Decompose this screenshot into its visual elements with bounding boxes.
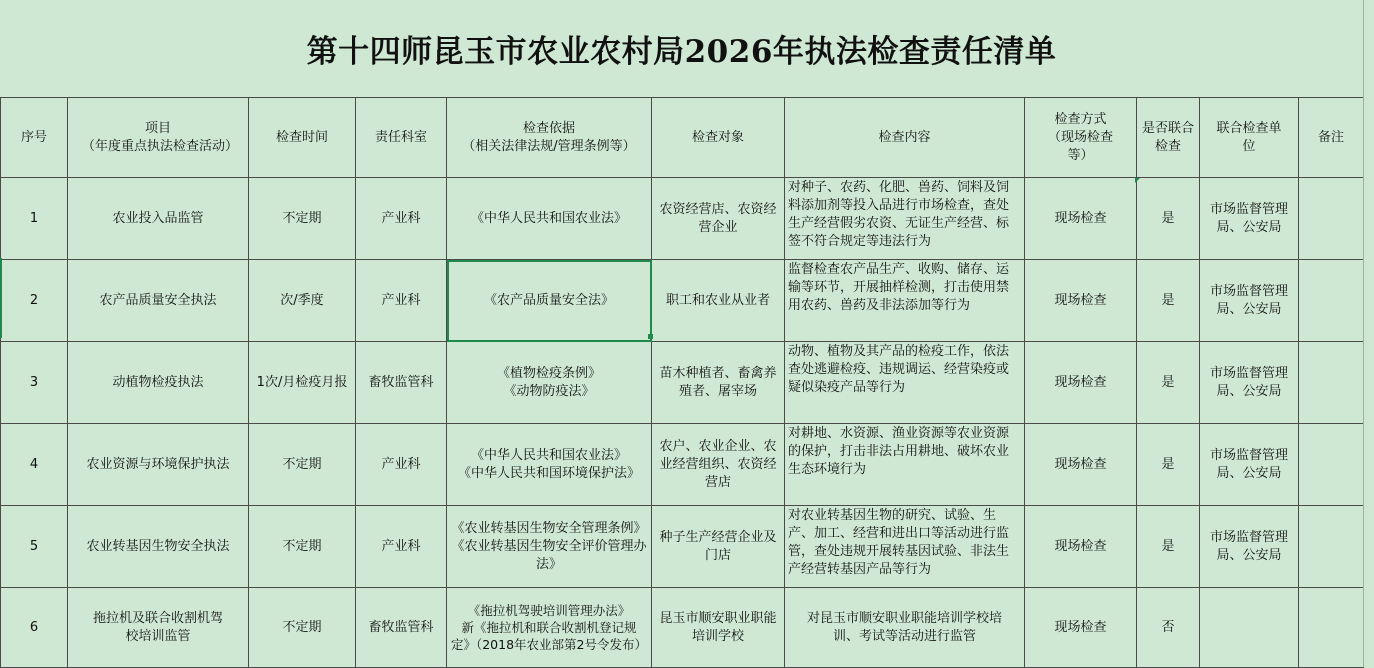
cell-time[interactable]: 1次/月检疫月报 xyxy=(249,342,356,424)
responsibility-table xyxy=(0,97,1364,668)
cell-content[interactable] xyxy=(785,178,1025,260)
cell-item[interactable]: 农产品质量安全执法 xyxy=(68,260,249,342)
cell-target[interactable]: 职工和农业从业者 xyxy=(652,260,785,342)
cell-content[interactable] xyxy=(785,342,1025,424)
cell-time[interactable]: 不定期 xyxy=(249,506,356,588)
cell-content-text: 对耕地、水资源、渔业资源等农业资源的保护，打击非法占用耕地、破坏农业生态环境行为 xyxy=(788,426,1010,477)
cell-item[interactable]: 拖拉机及联合收割机驾校培训监管 xyxy=(68,588,249,668)
cell-basis[interactable]: 《中华人民共和国农业法》 xyxy=(447,178,652,260)
cell-dept[interactable]: 畜牧监管科 xyxy=(356,588,447,668)
cell-joint[interactable]: 是 xyxy=(1137,424,1200,506)
header-joint[interactable]: 是否联合检查 xyxy=(1137,98,1200,178)
cell-dept[interactable]: 产业科 xyxy=(356,260,447,342)
cell-content[interactable] xyxy=(785,506,1025,588)
table-row xyxy=(1,342,1364,424)
header-content[interactable]: 检查内容 xyxy=(785,98,1025,178)
header-seq[interactable]: 序号 xyxy=(1,98,68,178)
cell-joint-unit[interactable]: 市场监督管理局、公安局 xyxy=(1200,260,1299,342)
table-row xyxy=(1,506,1364,588)
cell-content-text: 对农业转基因生物的研究、试验、生产、加工、经营和进出口等活动进行监管，查处违规开展转基因试验、非法生产经营转基因产品等行为 xyxy=(788,508,1010,577)
cell-time[interactable]: 不定期 xyxy=(249,178,356,260)
cell-joint[interactable]: 是 xyxy=(1137,342,1200,424)
row-select-indicator xyxy=(0,258,2,338)
cell-item[interactable]: 农业转基因生物安全执法 xyxy=(68,506,249,588)
cell-method[interactable]: 现场检查 xyxy=(1025,424,1137,506)
cell-joint[interactable]: 否 xyxy=(1137,588,1200,668)
cell-method[interactable]: 现场检查 xyxy=(1025,342,1137,424)
cell-remark[interactable] xyxy=(1299,342,1364,424)
cell-basis-selected[interactable]: 《农产品质量安全法》 xyxy=(447,260,652,342)
cell-content[interactable] xyxy=(785,424,1025,506)
cell-item[interactable]: 动植物检疫执法 xyxy=(68,342,249,424)
cell-content[interactable]: 对昆玉市顺安职业职能培训学校培训、考试等活动进行监管 xyxy=(785,588,1025,668)
cell-remark[interactable] xyxy=(1299,178,1364,260)
cell-remark[interactable] xyxy=(1299,424,1364,506)
cell-seq[interactable]: 4 xyxy=(1,424,68,506)
header-dept[interactable]: 责任科室 xyxy=(356,98,447,178)
cell-joint[interactable]: 是 xyxy=(1137,178,1200,260)
cell-time[interactable]: 次/季度 xyxy=(249,260,356,342)
cell-content[interactable] xyxy=(785,260,1025,342)
header-target[interactable]: 检查对象 xyxy=(652,98,785,178)
table-row xyxy=(1,424,1364,506)
fill-handle[interactable] xyxy=(648,334,653,339)
cell-method[interactable]: 现场检查 xyxy=(1025,260,1137,342)
cell-dept[interactable]: 产业科 xyxy=(356,506,447,588)
cell-target[interactable]: 农户、农业企业、农业经营组织、农资经营店 xyxy=(652,424,785,506)
cell-joint[interactable]: 是 xyxy=(1137,260,1200,342)
cell-dept[interactable]: 产业科 xyxy=(356,178,447,260)
cell-basis[interactable]: 《植物检疫条例》 《动物防疫法》 xyxy=(447,342,652,424)
cell-content-text: 动物、植物及其产品的检疫工作，依法查处逃避检疫、违规调运、经营染疫或疑似染疫产品等行为 xyxy=(788,344,1010,395)
cell-basis[interactable]: 《拖拉机驾驶培训管理办法》 新《拖拉机和联合收割机登记规定》（2018年农业部第2号令发布） xyxy=(447,588,652,668)
cell-joint-unit[interactable]: 市场监督管理局、公安局 xyxy=(1200,506,1299,588)
cell-joint-unit[interactable]: 市场监督管理局、公安局 xyxy=(1200,342,1299,424)
cell-joint[interactable]: 是 xyxy=(1137,506,1200,588)
cell-seq[interactable]: 6 xyxy=(1,588,68,668)
title-cell[interactable] xyxy=(0,0,1363,98)
table-row xyxy=(1,260,1364,342)
cell-item[interactable]: 农业资源与环境保护执法 xyxy=(68,424,249,506)
cell-target[interactable]: 农资经营店、农资经营企业 xyxy=(652,178,785,260)
header-method[interactable]: 检查方式 （现场检查等） xyxy=(1025,98,1137,178)
cell-content-text: 对种子、农药、化肥、兽药、饲料及饲料添加剂等投入品进行市场检查，查处生产经营假劣农资、无证生产经营、标签不符合规定等违法行为 xyxy=(788,180,1010,249)
header-item[interactable]: 项目 （年度重点执法检查活动） xyxy=(68,98,249,178)
cell-seq[interactable]: 2 xyxy=(1,260,68,342)
cell-basis[interactable]: 《农业转基因生物安全管理条例》 《农业转基因生物安全评价管理办法》 xyxy=(447,506,652,588)
cell-content-text: 监督检查农产品生产、收购、储存、运输等环节，开展抽样检测，打击使用禁用农药、兽药及非法添加等行为 xyxy=(788,262,1010,313)
header-row xyxy=(1,98,1364,178)
cell-method[interactable]: 现场检查 xyxy=(1025,506,1137,588)
comment-marker xyxy=(1135,178,1140,183)
cell-target[interactable]: 昆玉市顺安职业职能培训学校 xyxy=(652,588,785,668)
cell-joint-unit[interactable]: 市场监督管理局、公安局 xyxy=(1200,178,1299,260)
cell-remark[interactable] xyxy=(1299,588,1364,668)
cell-remark[interactable] xyxy=(1299,260,1364,342)
cell-dept[interactable]: 畜牧监管科 xyxy=(356,342,447,424)
sheet-title: 第十四师昆玉市农业农村局2026年执法检查责任清单 xyxy=(306,34,1057,70)
cell-basis[interactable]: 《中华人民共和国农业法》 《中华人民共和国环境保护法》 xyxy=(447,424,652,506)
header-basis[interactable]: 检查依据 （相关法律法规/管理条例等） xyxy=(447,98,652,178)
cell-joint-unit[interactable]: 市场监督管理局、公安局 xyxy=(1200,424,1299,506)
cell-target[interactable]: 苗木种植者、畜禽养殖者、屠宰场 xyxy=(652,342,785,424)
cell-seq[interactable]: 5 xyxy=(1,506,68,588)
cell-dept[interactable]: 产业科 xyxy=(356,424,447,506)
cell-target[interactable]: 种子生产经营企业及门店 xyxy=(652,506,785,588)
cell-time[interactable]: 不定期 xyxy=(249,588,356,668)
header-remark[interactable]: 备注 xyxy=(1299,98,1364,178)
header-joint-unit[interactable]: 联合检查单位 xyxy=(1200,98,1299,178)
cell-time[interactable]: 不定期 xyxy=(249,424,356,506)
table-row xyxy=(1,588,1364,668)
cell-seq[interactable]: 3 xyxy=(1,342,68,424)
cell-seq[interactable]: 1 xyxy=(1,178,68,260)
next-column-edge[interactable] xyxy=(1363,0,1374,667)
header-time[interactable]: 检查时间 xyxy=(249,98,356,178)
cell-method[interactable]: 现场检查 xyxy=(1025,588,1137,668)
table-row xyxy=(1,178,1364,260)
cell-joint-unit[interactable] xyxy=(1200,588,1299,668)
cell-remark[interactable] xyxy=(1299,506,1364,588)
cell-method[interactable]: 现场检查 xyxy=(1025,178,1137,260)
cell-item[interactable]: 农业投入品监管 xyxy=(68,178,249,260)
